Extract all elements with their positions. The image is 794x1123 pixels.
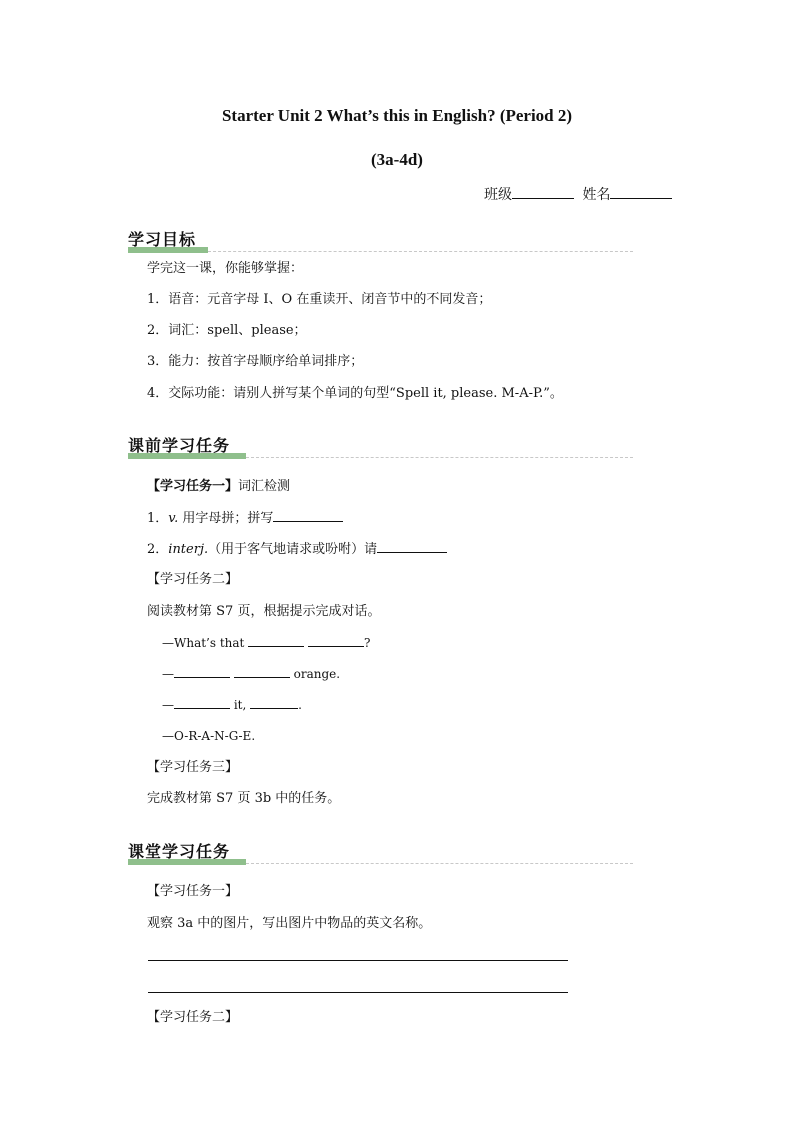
inclass-task2-heading: 【学习任务二】 — [147, 1010, 239, 1025]
dialogue-text: — — [162, 698, 174, 712]
question-text: （用于客气地请求或吩咐）请 — [208, 542, 378, 557]
objective-item: 3．能力：按首字母顺序给单词排序； — [147, 354, 364, 369]
dialogue-text: . — [298, 698, 302, 712]
name-blank[interactable] — [610, 186, 672, 199]
question-number: 1． — [147, 511, 169, 526]
page-title: Starter Unit 2 What’s this in English? (Period 2) — [221, 106, 573, 125]
dialogue-line-2 — [162, 665, 340, 683]
preclass-task2-instruction: 阅读教材第 S7 页，根据提示完成对话。 — [147, 604, 381, 619]
answer-blank[interactable] — [308, 634, 364, 647]
answer-blank[interactable] — [174, 665, 230, 678]
answer-blank[interactable] — [248, 634, 304, 647]
task-title: 词汇检测 — [238, 479, 291, 494]
dialogue-text: orange. — [289, 667, 341, 681]
class-label: 班级 — [484, 187, 512, 203]
dialogue-text: —What’s that — [162, 636, 249, 650]
answer-blank[interactable] — [273, 509, 343, 522]
answer-blank[interactable] — [377, 540, 447, 553]
name-label: 姓名 — [582, 187, 611, 203]
answer-blank[interactable] — [174, 696, 230, 709]
heading-dashed-rule — [246, 863, 633, 864]
section-heading-objectives — [128, 227, 633, 253]
part-of-speech: interj. — [168, 542, 209, 557]
page-subtitle: (3a-4d) — [371, 150, 423, 169]
objective-item: 1．语音：元音字母 I、O 在重读开、闭音节中的不同发音； — [147, 292, 492, 307]
section-heading-label: 课堂学习任务 — [128, 842, 231, 861]
class-name-line — [484, 186, 672, 204]
answer-blank[interactable] — [234, 665, 290, 678]
preclass-task3-instruction: 完成教材第 S7 页 3b 中的任务。 — [147, 791, 341, 806]
vocab-question-2 — [147, 540, 447, 559]
vocab-question-1 — [147, 509, 343, 528]
objective-item: 2．词汇：spell、please； — [147, 323, 307, 338]
objective-item: 4．交际功能：请别人拼写某个单词的句型“Spell it, please. M-A-P.”。 — [147, 386, 563, 401]
section-heading-label: 课前学习任务 — [128, 436, 231, 455]
dialogue-line-3 — [162, 696, 302, 714]
dialogue-text: it, — [230, 698, 251, 712]
dialogue-text: — — [162, 667, 174, 681]
section-heading-preclass — [128, 433, 633, 459]
inclass-task1-heading: 【学习任务一】 — [147, 884, 239, 899]
inclass-task1-instruction: 观察 3a 中的图片，写出图片中物品的英文名称。 — [147, 916, 432, 931]
answer-blank[interactable] — [250, 696, 298, 709]
section-heading-label: 学习目标 — [128, 230, 197, 249]
task-bracket-label: 【学习任务一】 — [147, 479, 239, 494]
question-number: 2． — [147, 542, 169, 557]
preclass-task3-heading: 【学习任务三】 — [147, 760, 239, 775]
answer-writing-line[interactable] — [148, 960, 568, 961]
dialogue-text: ? — [364, 636, 371, 650]
section-heading-inclass — [128, 839, 633, 865]
preclass-task1-heading — [147, 478, 290, 496]
class-blank[interactable] — [512, 186, 574, 199]
heading-dashed-rule — [246, 457, 633, 458]
heading-dashed-rule — [208, 251, 633, 252]
preclass-task2-heading: 【学习任务二】 — [147, 572, 239, 587]
part-of-speech: v. — [168, 511, 179, 526]
dialogue-line-1 — [162, 634, 370, 652]
dialogue-line-4: —O-R-A-N-G-E. — [162, 729, 256, 743]
objectives-intro: 学完这一课，你能够掌握： — [147, 261, 304, 276]
question-text: 用字母拼；拼写 — [178, 511, 274, 526]
answer-writing-line[interactable] — [148, 992, 568, 993]
